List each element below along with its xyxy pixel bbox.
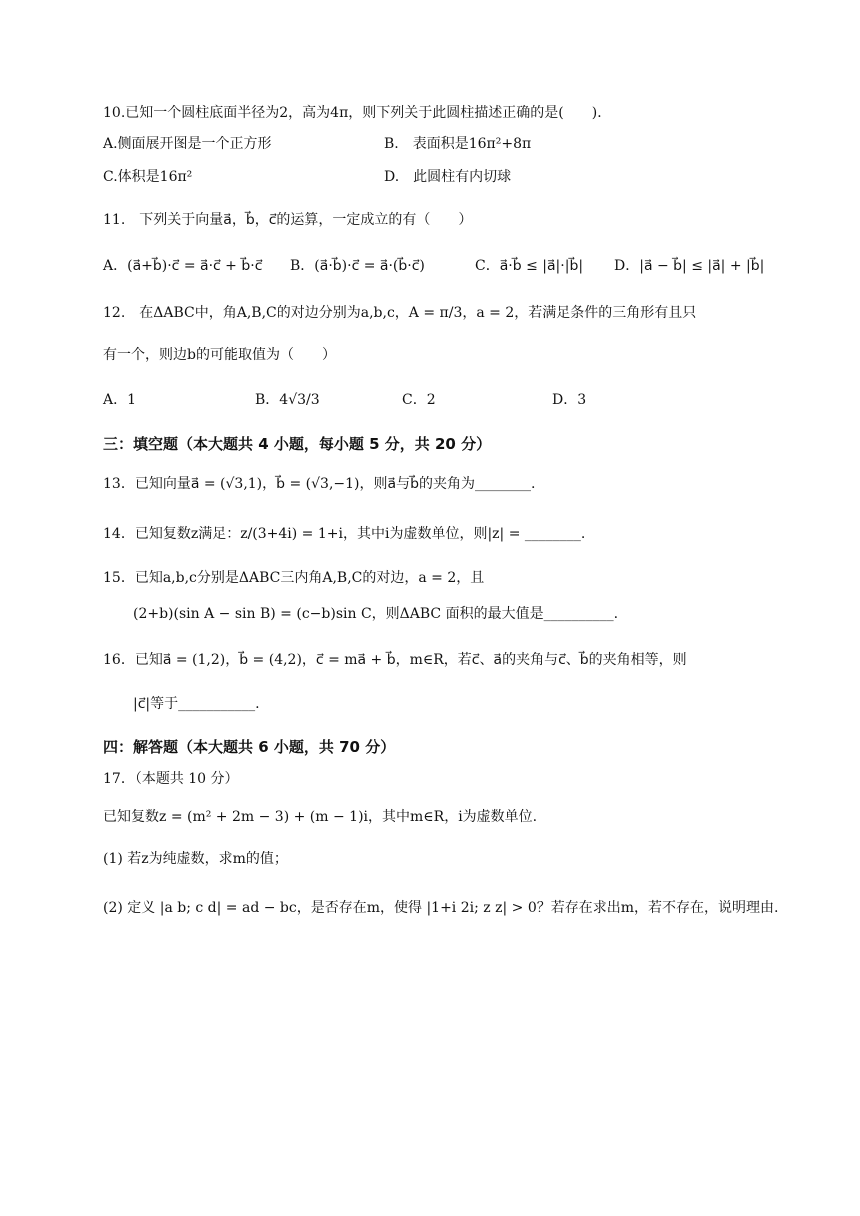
- q12-stem-line1: 12. 在ΔABC中，角A,B,C的对边分别为a,b,c，A = π/3，a = 2，若满足条件的三角形有且只: [103, 305, 697, 321]
- q15-line2: (2+b)(sin A − sin B) = (c−b)sin C，则ΔABC 面积的最大值是__________.: [133, 606, 619, 622]
- q10-option-d: D. 此圆柱有内切球: [384, 169, 512, 185]
- q16-line1: 16．已知a⃗ = (1,2)，b⃗ = (4,2)，c⃗ = ma⃗ + b⃗，m∈R，若c⃗、a⃗的夹角与c⃗、b⃗的夹角相等，则: [103, 652, 687, 668]
- section4-heading: 四：解答题（本大题共 6 小题，共 70 分）: [103, 738, 396, 756]
- q11-option-a: A．(a⃗+b⃗)·c⃗ = a⃗·c⃗ + b⃗·c⃗: [103, 258, 263, 274]
- q11-stem: 11. 下列关于向量a⃗，b⃗，c⃗的运算，一定成立的有（ ）: [103, 212, 473, 228]
- q12-option-c: C．2: [402, 392, 436, 408]
- q12-option-b: B．4√3/3: [255, 392, 320, 408]
- q10-option-a: A.侧面展开图是一个正方形: [103, 136, 272, 152]
- q14: 14．已知复数z满足：z/(3+4i) = 1+i，其中i为虚数单位，则|z| = ________.: [103, 526, 586, 542]
- q17-stem: 已知复数z = (m² + 2m − 3) + (m − 1)i，其中m∈R，i为虚数单位.: [103, 809, 538, 825]
- q17-part1: (1) 若z为纯虚数，求m的值；: [103, 851, 288, 867]
- q11-option-d: D．|a⃗ − b⃗| ≤ |a⃗| + |b⃗|: [614, 258, 765, 274]
- q15-line1: 15．已知a,b,c分别是ΔABC三内角A,B,C的对边，a = 2，且: [103, 570, 485, 586]
- q11-option-b: B．(a⃗·b⃗)·c⃗ = a⃗·(b⃗·c⃗): [290, 258, 425, 274]
- q12-stem-line2: 有一个，则边b的可能取值为（ ）: [103, 347, 336, 363]
- section3-heading: 三：填空题（本大题共 4 小题，每小题 5 分，共 20 分）: [103, 435, 492, 453]
- q12-option-a: A．1: [103, 392, 137, 408]
- q17-part2: (2) 定义 |a b; c d| = ad − bc，是否存在m，使得 |1+i 2i; z z| > 0？若存在求出m，若不存在，说明理由.: [103, 900, 779, 916]
- q10-stem: 10.已知一个圆柱底面半径为2，高为4π，则下列关于此圆柱描述正确的是( )．: [103, 105, 612, 121]
- q16-line2: |c⃗|等于___________.: [133, 696, 260, 712]
- q10-option-b: B. 表面积是16π²+8π: [384, 136, 532, 152]
- q10-option-c: C.体积是16π²: [103, 169, 193, 185]
- q13: 13．已知向量a⃗ = (√3,1)，b⃗ = (√3,−1)，则a⃗与b⃗的夹角为________.: [103, 476, 536, 492]
- q11-option-c: C．a⃗·b⃗ ≤ |a⃗|·|b⃗|: [475, 258, 584, 274]
- q12-option-d: D．3: [552, 392, 587, 408]
- q17-points: 17．（本题共 10 分）: [103, 771, 239, 787]
